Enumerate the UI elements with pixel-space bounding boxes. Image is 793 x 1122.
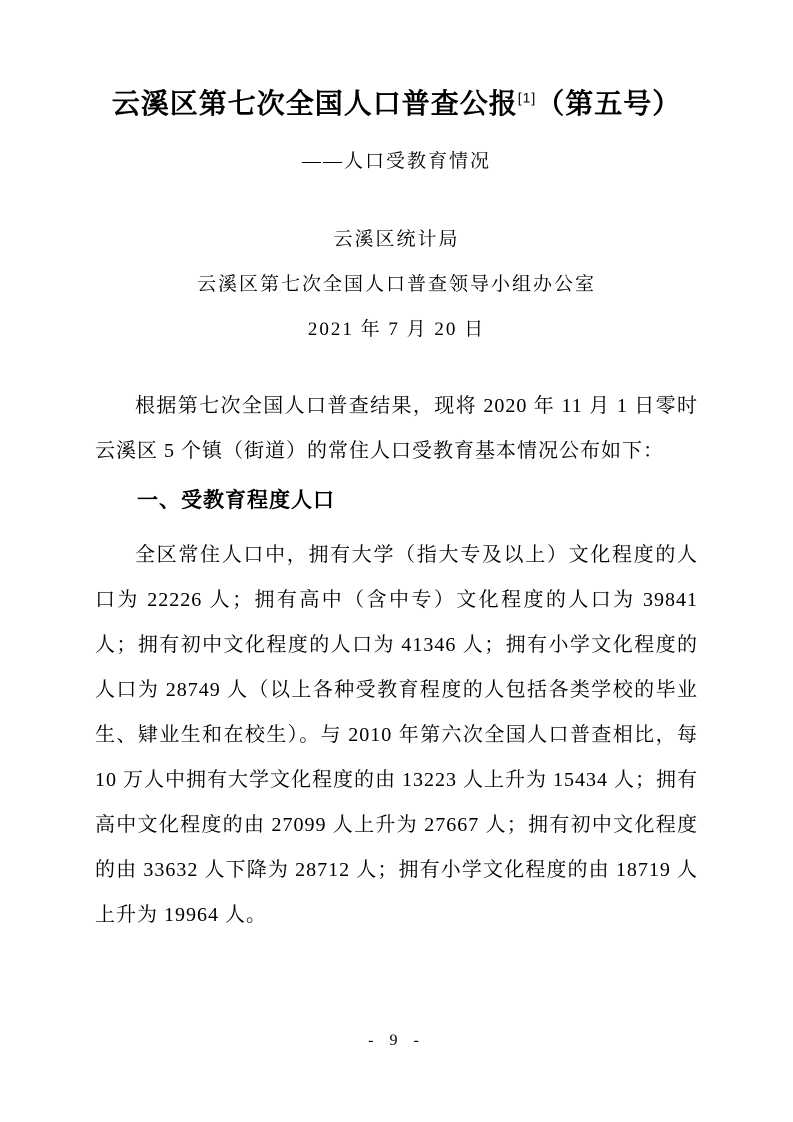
byline-census-office: 云溪区第七次全国人口普查领导小组办公室 <box>196 274 596 296</box>
body-paragraph-education-statistics: 全区常住人口中，拥有大学（指大专及以上）文化程度的人口为 22226 人；拥有高中（含中专）文化程度的人口为 39841 人；拥有初中文化程度的人口为 41346 人；拥有小学文化程度的人口为 28749 人（以上各种受教育程度的人包括各类学校的毕业生、肄业生和在校生）。与 2010 年第六次全国人口普查相比，每 10 万人中拥有大学文化程度的由 13223 人上升为 15434 人；拥有高中文化程度的由 27099 人上升为 27667 人；拥有初中文化程度的由 33632 人下降为 28712 人；拥有小学文化程度的由 18719 人上升为 19964 人。 <box>95 544 698 927</box>
document-title-main: 云溪区第七次全国人口普查公报 <box>111 88 518 119</box>
section-heading-education-level: 一、受教育程度人口 <box>137 489 335 513</box>
dateline: 2021 年 7 月 20 日 <box>307 319 486 341</box>
page-number: - 9 - <box>368 1032 425 1049</box>
document-title <box>95 86 698 122</box>
document-title-suffix: （第五号） <box>536 88 682 119</box>
document-subtitle: ——人口受教育情况 <box>301 151 491 173</box>
footnote-reference: [1] <box>517 89 537 106</box>
byline-statistics-bureau: 云溪区统计局 <box>333 229 460 251</box>
intro-paragraph: 根据第七次全国人口普查结果，现将 2020 年 11 月 1 日零时云溪区 5 个镇（街道）的常住人口受教育基本情况公布如下： <box>95 395 698 463</box>
